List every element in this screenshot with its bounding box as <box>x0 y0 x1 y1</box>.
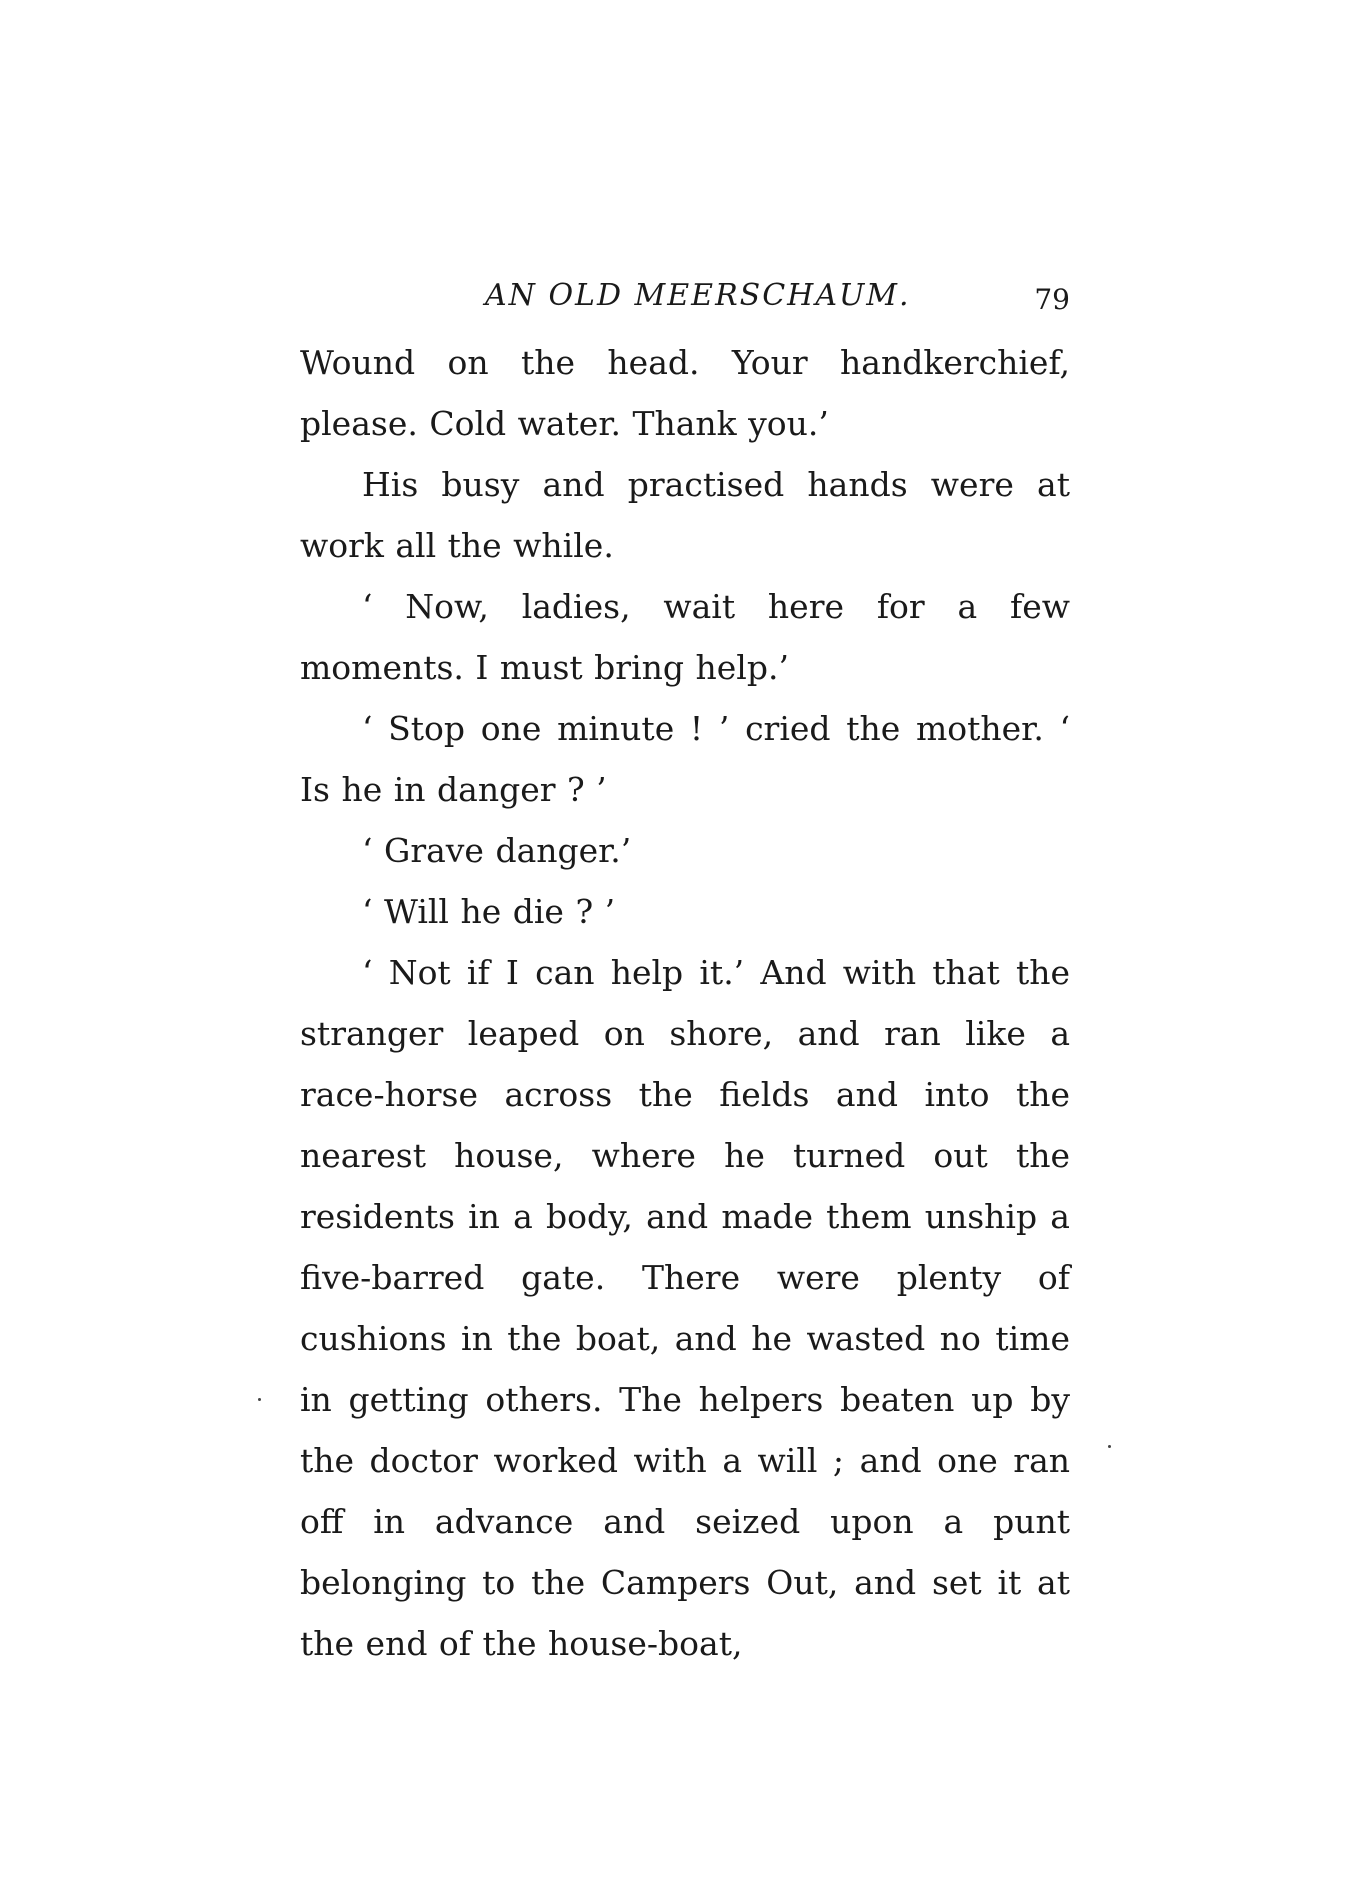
paragraph: ‘ Stop one minute ! ’ cried the mother. ‘ Is he in danger ? ’ <box>300 709 1070 809</box>
paragraph-continued: Wound on the head. Your handkerchief, please. Cold water. Thank you.’ <box>300 343 1070 443</box>
paragraph: ‘ Will he die ? ’ <box>362 892 616 931</box>
page-number: 79 <box>1034 283 1070 316</box>
paragraph: ‘ Grave danger.’ <box>362 831 632 870</box>
paragraph: ‘ Now, ladies, wait here for a few moments. I must bring help.’ <box>300 587 1070 687</box>
body-text <box>300 332 1070 1674</box>
paragraph: ‘ Not if I can help it.’ And with that the stranger leaped on shore, and ran like a race-horse across the fields and into the nearest house, where he turned out the residents in a body, and made them unship a five-barred gate. There were plenty of cushions in the boat, and he wasted no time in getting others. The helpers beaten up by the doctor worked with a will ; and one ran off in advance and seized upon a punt belonging to the Campers Out, and set it at the end of the house-boat, <box>300 953 1070 1663</box>
running-title: AN OLD MEERSCHAUM. <box>485 278 911 313</box>
print-speck <box>258 1398 261 1401</box>
print-speck <box>1108 1445 1111 1448</box>
paragraph: His busy and practised hands were at work all the while. <box>300 465 1070 565</box>
running-header <box>300 270 1070 322</box>
